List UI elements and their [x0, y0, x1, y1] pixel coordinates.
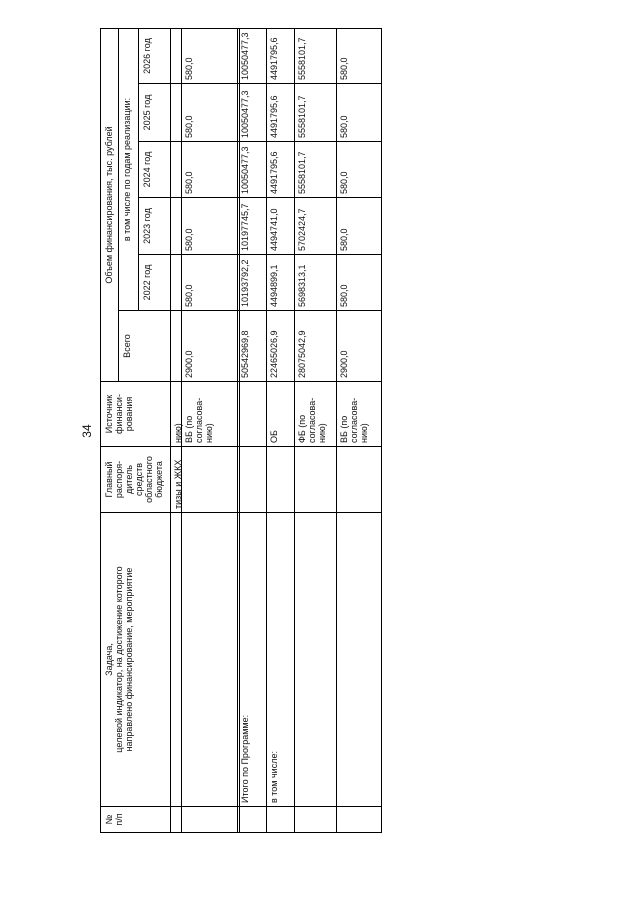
row-1-source: ВБ (по согласова-нию) [181, 382, 237, 447]
row-2-total: 50542969,8 [237, 311, 266, 382]
row-5-task [336, 513, 382, 807]
row-2-num [237, 807, 266, 833]
row-2-year-2023: 10197745,7 [237, 198, 266, 255]
row-5-year-2022: 580,0 [336, 255, 382, 311]
row-2-manager [237, 447, 266, 513]
row-3-year-2022: 4494899,1 [266, 255, 294, 311]
row-4-source: ФБ (по согласова-нию) [294, 382, 336, 447]
row-2-year-2024: 10050477,3 [237, 142, 266, 198]
header-num: № п/п [100, 807, 170, 833]
row-3-source: ОБ [266, 382, 294, 447]
row-4-total: 28075042,9 [294, 311, 336, 382]
row-1-year-2023: 580,0 [181, 198, 237, 255]
row-4-year-2024: 5558101,7 [294, 142, 336, 198]
row-0-manager: тизы и ЖКХ [170, 447, 181, 513]
row-4-manager [294, 447, 336, 513]
row-3-year-2026: 4491795,6 [266, 28, 294, 84]
row-5-year-2023: 580,0 [336, 198, 382, 255]
header-year-2025: 2025 год [138, 84, 170, 142]
header-year-2024: 2024 год [138, 142, 170, 198]
row-3-num [266, 807, 294, 833]
row-1-total: 2900,0 [181, 311, 237, 382]
row-3-year-2024: 4491795,6 [266, 142, 294, 198]
row-1-year-2024: 580,0 [181, 142, 237, 198]
header-task: Задача, целевой индикатор, на достижение которого направлено финансирование, мероприятие [100, 513, 170, 807]
row-0-source: нию) [170, 382, 181, 447]
header-manager: Главный распоря- дитель средств областного бюджета [100, 447, 170, 513]
row-0-total [170, 311, 181, 382]
header-source: Источник финанси- рования [100, 382, 170, 447]
row-3-year-2025: 4491795,6 [266, 84, 294, 142]
row-1-year-2025: 580,0 [181, 84, 237, 142]
row-0-year-2023 [170, 198, 181, 255]
header-year-2023: 2023 год [138, 198, 170, 255]
total-separator-line [239, 28, 240, 833]
row-3-total: 22465026,9 [266, 311, 294, 382]
header-volume: Объем финансирования, тыс. рублей [100, 28, 118, 382]
header-by-years: в том числе по годам реализации: [118, 28, 138, 311]
row-2-year-2026: 10050477,3 [237, 28, 266, 84]
row-5-num [336, 807, 382, 833]
row-5-manager [336, 447, 382, 513]
row-2-year-2022: 10193792,2 [237, 255, 266, 311]
row-4-year-2023: 5702424,7 [294, 198, 336, 255]
row-0-task [170, 513, 181, 807]
row-4-year-2022: 5698313,1 [294, 255, 336, 311]
row-3-year-2023: 4494741,0 [266, 198, 294, 255]
row-5-year-2026: 580,0 [336, 28, 382, 84]
row-0-year-2026 [170, 28, 181, 84]
row-0-year-2024 [170, 142, 181, 198]
row-0-year-2025 [170, 84, 181, 142]
row-5-source: ВБ (по согласова-нию) [336, 382, 382, 447]
row-4-task [294, 513, 336, 807]
row-5-year-2025: 580,0 [336, 84, 382, 142]
row-2-task: Итого по Программе: [237, 513, 266, 807]
row-1-year-2026: 580,0 [181, 28, 237, 84]
header-year-2026: 2026 год [138, 28, 170, 84]
row-1-num [181, 807, 237, 833]
row-1-task [181, 513, 237, 807]
page-number: 34 [80, 424, 94, 438]
row-4-num [294, 807, 336, 833]
header-total: Всего [118, 311, 170, 382]
row-2-year-2025: 10050477,3 [237, 84, 266, 142]
row-3-task: в том числе: [266, 513, 294, 807]
row-5-year-2024: 580,0 [336, 142, 382, 198]
row-1-year-2022: 580,0 [181, 255, 237, 311]
row-0-year-2022 [170, 255, 181, 311]
row-1-manager [181, 447, 237, 513]
row-0-num [170, 807, 181, 833]
row-4-year-2025: 5558101,7 [294, 84, 336, 142]
header-year-2022: 2022 год [138, 255, 170, 311]
row-4-year-2026: 5558101,7 [294, 28, 336, 84]
financing-table [100, 28, 382, 833]
row-5-total: 2900,0 [336, 311, 382, 382]
row-3-manager [266, 447, 294, 513]
row-2-source [237, 382, 266, 447]
